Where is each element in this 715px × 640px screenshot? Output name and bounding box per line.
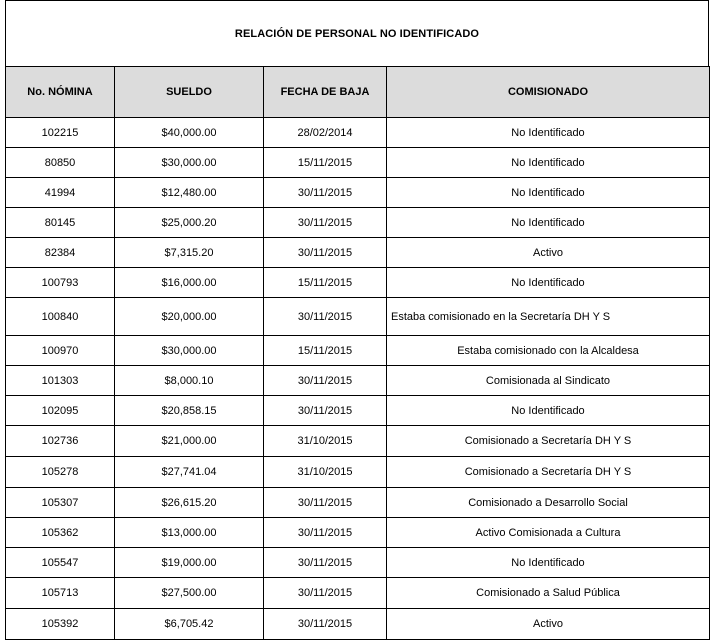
cell-nomina: 80145	[6, 208, 115, 238]
cell-fecha-baja: 15/11/2015	[264, 268, 387, 298]
cell-sueldo: $21,000.00	[115, 426, 264, 457]
table-row	[6, 118, 710, 148]
document-title: RELACIÓN DE PERSONAL NO IDENTIFICADO	[5, 0, 709, 66]
cell-nomina: 100840	[6, 298, 115, 336]
cell-sueldo: $19,000.00	[115, 548, 264, 578]
cell-nomina: 82384	[6, 238, 115, 268]
cell-sueldo: $27,741.04	[115, 457, 264, 488]
table-row	[6, 208, 710, 238]
cell-fecha-baja: 30/11/2015	[264, 298, 387, 336]
header-sueldo: SUELDO	[115, 67, 264, 118]
header-fecha-baja: FECHA DE BAJA	[264, 67, 387, 118]
cell-comisionado: Comisionado a Desarrollo Social	[387, 488, 710, 518]
cell-comisionado: No Identificado	[387, 148, 710, 178]
table-header-row	[6, 67, 710, 118]
cell-fecha-baja: 30/11/2015	[264, 396, 387, 426]
table-row	[6, 238, 710, 268]
cell-comisionado: No Identificado	[387, 396, 710, 426]
cell-fecha-baja: 30/11/2015	[264, 238, 387, 268]
cell-fecha-baja: 30/11/2015	[264, 488, 387, 518]
cell-fecha-baja: 15/11/2015	[264, 148, 387, 178]
cell-comisionado: Comisionada al Sindicato	[387, 366, 710, 396]
cell-comisionado: Comisionado a Secretaría DH Y S	[387, 457, 710, 488]
cell-nomina: 105713	[6, 578, 115, 609]
cell-nomina: 102215	[6, 118, 115, 148]
cell-sueldo: $25,000.20	[115, 208, 264, 238]
cell-comisionado: Comisionado a Secretaría DH Y S	[387, 426, 710, 457]
cell-fecha-baja: 30/11/2015	[264, 578, 387, 609]
cell-sueldo: $7,315.20	[115, 238, 264, 268]
cell-comisionado: No Identificado	[387, 268, 710, 298]
cell-comisionado: Estaba comisionado en la Secretaría DH Y S	[387, 298, 710, 336]
table-row	[6, 396, 710, 426]
table-row	[6, 366, 710, 396]
table-row	[6, 457, 710, 488]
table-row	[6, 336, 710, 366]
cell-sueldo: $8,000.10	[115, 366, 264, 396]
cell-fecha-baja: 31/10/2015	[264, 426, 387, 457]
cell-comisionado: No Identificado	[387, 208, 710, 238]
table-row	[6, 578, 710, 609]
table-row	[6, 268, 710, 298]
cell-nomina: 105392	[6, 609, 115, 640]
table-row	[6, 426, 710, 457]
cell-fecha-baja: 31/10/2015	[264, 457, 387, 488]
table-row	[6, 148, 710, 178]
cell-sueldo: $16,000.00	[115, 268, 264, 298]
cell-fecha-baja: 30/11/2015	[264, 366, 387, 396]
cell-comisionado: Activo Comisionada a Cultura	[387, 518, 710, 548]
cell-nomina: 105547	[6, 548, 115, 578]
cell-sueldo: $12,480.00	[115, 178, 264, 208]
cell-nomina: 100970	[6, 336, 115, 366]
cell-sueldo: $26,615.20	[115, 488, 264, 518]
cell-nomina: 102736	[6, 426, 115, 457]
cell-sueldo: $40,000.00	[115, 118, 264, 148]
cell-comisionado: Comisionado a Salud Pública	[387, 578, 710, 609]
cell-comisionado: No Identificado	[387, 118, 710, 148]
cell-nomina: 105278	[6, 457, 115, 488]
cell-nomina: 80850	[6, 148, 115, 178]
cell-sueldo: $30,000.00	[115, 336, 264, 366]
cell-fecha-baja: 15/11/2015	[264, 336, 387, 366]
cell-comisionado: No Identificado	[387, 548, 710, 578]
cell-fecha-baja: 28/02/2014	[264, 118, 387, 148]
cell-comisionado: No Identificado	[387, 178, 710, 208]
personnel-table	[5, 66, 710, 640]
table-row	[6, 518, 710, 548]
header-comisionado: COMISIONADO	[387, 67, 710, 118]
cell-sueldo: $6,705.42	[115, 609, 264, 640]
cell-nomina: 105362	[6, 518, 115, 548]
cell-sueldo: $20,000.00	[115, 298, 264, 336]
cell-nomina: 41994	[6, 178, 115, 208]
cell-fecha-baja: 30/11/2015	[264, 178, 387, 208]
table-row	[6, 298, 710, 336]
document-sheet	[5, 0, 709, 640]
cell-nomina: 105307	[6, 488, 115, 518]
cell-nomina: 102095	[6, 396, 115, 426]
cell-sueldo: $13,000.00	[115, 518, 264, 548]
cell-fecha-baja: 30/11/2015	[264, 609, 387, 640]
table-row	[6, 178, 710, 208]
header-nomina: No. NÓMINA	[6, 67, 115, 118]
table-body	[6, 118, 710, 640]
cell-sueldo: $27,500.00	[115, 578, 264, 609]
cell-fecha-baja: 30/11/2015	[264, 518, 387, 548]
cell-comisionado: Activo	[387, 609, 710, 640]
cell-fecha-baja: 30/11/2015	[264, 548, 387, 578]
table-row	[6, 548, 710, 578]
cell-nomina: 100793	[6, 268, 115, 298]
cell-comisionado: Activo	[387, 238, 710, 268]
cell-fecha-baja: 30/11/2015	[264, 208, 387, 238]
cell-nomina: 101303	[6, 366, 115, 396]
table-row	[6, 609, 710, 640]
cell-sueldo: $20,858.15	[115, 396, 264, 426]
cell-comisionado: Estaba comisionado con la Alcaldesa	[387, 336, 710, 366]
table-row	[6, 488, 710, 518]
cell-sueldo: $30,000.00	[115, 148, 264, 178]
